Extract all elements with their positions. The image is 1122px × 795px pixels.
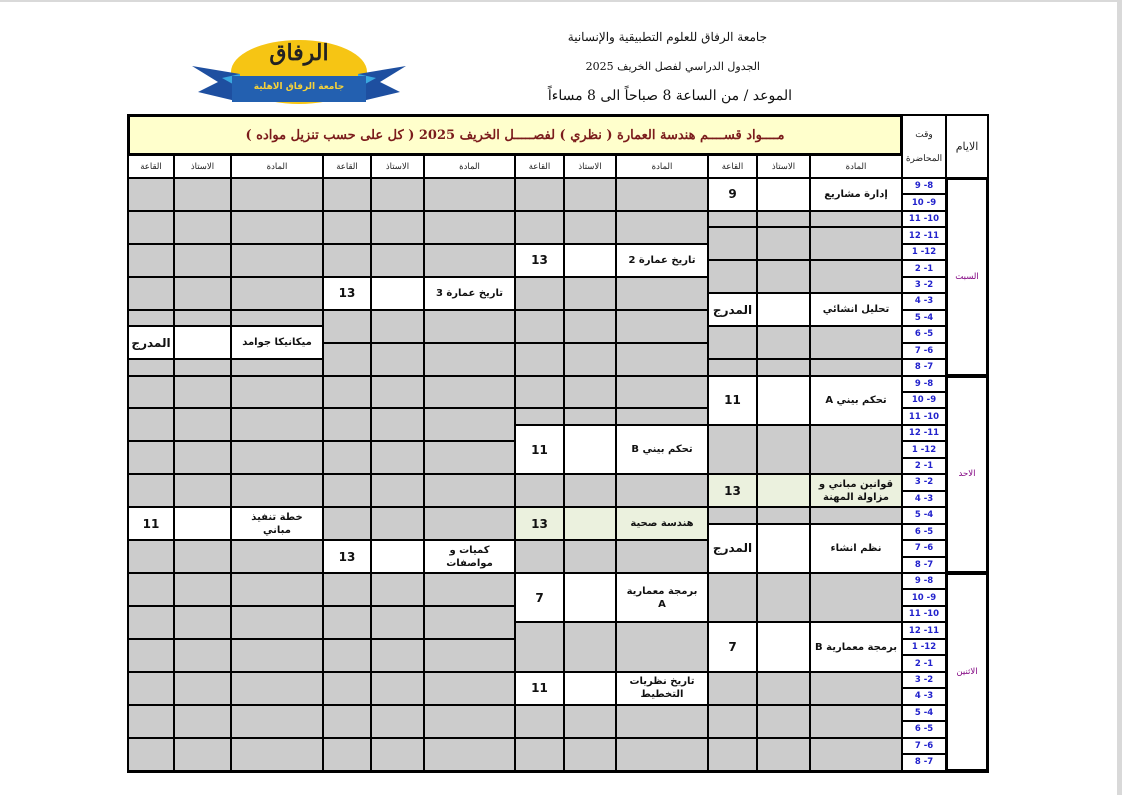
- empty-room-cell[interactable]: [128, 573, 174, 606]
- professor-cell[interactable]: [757, 622, 810, 671]
- empty-room-cell[interactable]: [128, 705, 174, 738]
- time-slot: 4 -3: [902, 491, 946, 507]
- empty-professor-cell[interactable]: [371, 343, 424, 376]
- empty-subject-cell[interactable]: [231, 277, 323, 310]
- empty-subject-cell[interactable]: [231, 540, 323, 573]
- empty-room-cell[interactable]: [323, 178, 371, 211]
- empty-professor-cell[interactable]: [174, 639, 231, 672]
- header-subject: المادة: [810, 155, 902, 178]
- time-slot: 4 -3: [902, 688, 946, 704]
- empty-subject-cell[interactable]: [424, 244, 515, 277]
- empty-professor-cell[interactable]: [564, 211, 616, 244]
- time-slot: 3 -2: [902, 277, 946, 293]
- empty-room-cell[interactable]: [323, 738, 371, 771]
- time-slot: 2 -1: [902, 458, 946, 474]
- time-slot: 6 -5: [902, 326, 946, 342]
- time-slot: 7 -6: [902, 738, 946, 754]
- empty-professor-cell[interactable]: [371, 474, 424, 507]
- subject-cell[interactable]: برمجة معمارية A: [616, 573, 708, 622]
- empty-room-cell[interactable]: [515, 310, 564, 343]
- empty-room-cell[interactable]: [128, 474, 174, 507]
- empty-subject-cell[interactable]: [231, 359, 323, 375]
- empty-subject-cell[interactable]: [616, 622, 708, 671]
- empty-room-cell[interactable]: [708, 705, 757, 738]
- professor-cell[interactable]: [564, 507, 616, 540]
- empty-subject-cell[interactable]: [231, 211, 323, 244]
- empty-subject-cell[interactable]: [810, 672, 902, 705]
- time-header-line2: المحاضرة: [905, 153, 943, 164]
- subject-cell[interactable]: ميكانيكا جوامد: [231, 326, 323, 359]
- empty-subject-cell[interactable]: [616, 178, 708, 211]
- empty-professor-cell[interactable]: [757, 227, 810, 260]
- empty-room-cell[interactable]: [323, 573, 371, 606]
- empty-room-cell[interactable]: [323, 441, 371, 474]
- subject-cell[interactable]: قوانين مباني و مزاولة المهنة: [810, 474, 902, 507]
- time-slot: 9 -8: [902, 573, 946, 589]
- empty-subject-cell[interactable]: [231, 639, 323, 672]
- empty-subject-cell[interactable]: [424, 474, 515, 507]
- empty-room-cell[interactable]: [708, 227, 757, 260]
- empty-room-cell[interactable]: [515, 277, 564, 310]
- empty-room-cell[interactable]: [323, 672, 371, 705]
- professor-cell[interactable]: [757, 524, 810, 573]
- empty-room-cell[interactable]: [128, 738, 174, 771]
- empty-professor-cell[interactable]: [757, 573, 810, 622]
- subject-cell[interactable]: تاريخ عمارة 2: [616, 244, 708, 277]
- subject-cell[interactable]: تحكم بيني A: [810, 376, 902, 425]
- empty-room-cell[interactable]: [515, 343, 564, 376]
- professor-cell[interactable]: [174, 326, 231, 359]
- empty-subject-cell[interactable]: [231, 441, 323, 474]
- empty-professor-cell[interactable]: [174, 376, 231, 409]
- empty-professor-cell[interactable]: [564, 178, 616, 211]
- empty-room-cell[interactable]: [515, 474, 564, 507]
- empty-professor-cell[interactable]: [757, 211, 810, 227]
- empty-professor-cell[interactable]: [371, 672, 424, 705]
- empty-room-cell[interactable]: [323, 244, 371, 277]
- empty-subject-cell[interactable]: [616, 738, 708, 771]
- time-slot: 3 -2: [902, 672, 946, 688]
- empty-subject-cell[interactable]: [810, 573, 902, 622]
- empty-room-cell[interactable]: [128, 441, 174, 474]
- empty-room-cell[interactable]: [323, 606, 371, 639]
- empty-subject-cell[interactable]: [424, 672, 515, 705]
- professor-cell[interactable]: [564, 244, 616, 277]
- empty-room-cell[interactable]: [323, 211, 371, 244]
- time-slot: 9 -8: [902, 376, 946, 392]
- empty-room-cell[interactable]: [128, 178, 174, 211]
- days-column-header: الايام: [946, 115, 988, 178]
- empty-subject-cell[interactable]: [231, 408, 323, 441]
- empty-subject-cell[interactable]: [231, 573, 323, 606]
- empty-professor-cell[interactable]: [174, 310, 231, 326]
- subject-cell[interactable]: إدارة مشاريع: [810, 178, 902, 211]
- empty-room-cell[interactable]: [128, 376, 174, 409]
- professor-cell[interactable]: [371, 277, 424, 310]
- empty-professor-cell[interactable]: [371, 310, 424, 343]
- professor-cell[interactable]: [757, 293, 810, 326]
- room-cell[interactable]: 11: [708, 376, 757, 425]
- time-slot: 10 -9: [902, 589, 946, 605]
- empty-professor-cell[interactable]: [174, 672, 231, 705]
- time-slot: 2 -1: [902, 655, 946, 671]
- time-slot: 6 -5: [902, 524, 946, 540]
- empty-room-cell[interactable]: [708, 672, 757, 705]
- empty-subject-cell[interactable]: [231, 672, 323, 705]
- empty-room-cell[interactable]: [515, 540, 564, 573]
- time-slot: 5 -4: [902, 507, 946, 523]
- empty-room-cell[interactable]: [708, 326, 757, 359]
- empty-room-cell[interactable]: [708, 359, 757, 375]
- empty-professor-cell[interactable]: [174, 359, 231, 375]
- time-slot: 3 -2: [902, 474, 946, 490]
- empty-room-cell[interactable]: [515, 211, 564, 244]
- time-slot: 12 -11: [902, 227, 946, 243]
- empty-room-cell[interactable]: [515, 178, 564, 211]
- empty-subject-cell[interactable]: [424, 211, 515, 244]
- empty-professor-cell[interactable]: [371, 441, 424, 474]
- subject-cell[interactable]: تحكم بيني B: [616, 425, 708, 474]
- empty-subject-cell[interactable]: [810, 359, 902, 375]
- empty-room-cell[interactable]: [323, 376, 371, 409]
- schedule-title: الجدول الدراسي لفصل الخريف 2025: [585, 60, 760, 73]
- time-slot: 7 -6: [902, 540, 946, 556]
- empty-subject-cell[interactable]: [231, 178, 323, 211]
- empty-room-cell[interactable]: [128, 244, 174, 277]
- empty-subject-cell[interactable]: [424, 343, 515, 376]
- professor-cell[interactable]: [174, 507, 231, 540]
- empty-professor-cell[interactable]: [174, 705, 231, 738]
- empty-professor-cell[interactable]: [174, 178, 231, 211]
- header-subject: المادة: [231, 155, 323, 178]
- empty-subject-cell[interactable]: [616, 211, 708, 244]
- empty-professor-cell[interactable]: [371, 606, 424, 639]
- subject-cell[interactable]: خطة تنفيذ مباني: [231, 507, 323, 540]
- subject-cell[interactable]: تاريخ عمارة 3: [424, 277, 515, 310]
- empty-professor-cell[interactable]: [174, 738, 231, 771]
- time-slot: 4 -3: [902, 293, 946, 309]
- professor-cell[interactable]: [371, 540, 424, 573]
- empty-professor-cell[interactable]: [371, 376, 424, 409]
- time-slot: 11 -10: [902, 408, 946, 424]
- subject-cell[interactable]: تحليل انشائي: [810, 293, 902, 326]
- subject-cell[interactable]: تاريخ نظريات التخطيط: [616, 672, 708, 705]
- empty-professor-cell[interactable]: [757, 507, 810, 523]
- logo-text: الرفاق: [269, 40, 329, 66]
- empty-room-cell[interactable]: [515, 622, 564, 671]
- empty-subject-cell[interactable]: [424, 738, 515, 771]
- empty-professor-cell[interactable]: [564, 376, 616, 409]
- empty-professor-cell[interactable]: [174, 277, 231, 310]
- time-slot: 1 -12: [902, 639, 946, 655]
- empty-subject-cell[interactable]: [810, 507, 902, 523]
- room-cell[interactable]: 13: [323, 540, 371, 573]
- empty-subject-cell[interactable]: [424, 441, 515, 474]
- empty-professor-cell[interactable]: [564, 277, 616, 310]
- subject-cell[interactable]: هندسة صحية: [616, 507, 708, 540]
- day-label-1: السبت: [946, 178, 988, 376]
- empty-professor-cell[interactable]: [174, 211, 231, 244]
- professor-cell[interactable]: [564, 573, 616, 622]
- room-cell[interactable]: 9: [708, 178, 757, 211]
- header-subject: المادة: [616, 155, 708, 178]
- empty-subject-cell[interactable]: [616, 408, 708, 424]
- professor-cell[interactable]: [564, 672, 616, 705]
- empty-subject-cell[interactable]: [616, 540, 708, 573]
- empty-subject-cell[interactable]: [231, 244, 323, 277]
- empty-subject-cell[interactable]: [424, 376, 515, 409]
- header-subject: المادة: [424, 155, 515, 178]
- empty-professor-cell[interactable]: [371, 178, 424, 211]
- empty-professor-cell[interactable]: [371, 408, 424, 441]
- empty-professor-cell[interactable]: [564, 474, 616, 507]
- empty-professor-cell[interactable]: [757, 672, 810, 705]
- empty-professor-cell[interactable]: [371, 738, 424, 771]
- subject-cell[interactable]: نظم انشاء: [810, 524, 902, 573]
- empty-subject-cell[interactable]: [231, 376, 323, 409]
- time-slot: 2 -1: [902, 260, 946, 276]
- room-cell[interactable]: 7: [515, 573, 564, 622]
- timing-note: الموعد / من الساعة 8 صباحاً الى 8 مساءاً: [547, 88, 792, 104]
- empty-room-cell[interactable]: [128, 359, 174, 375]
- time-slot: 8 -7: [902, 359, 946, 375]
- empty-room-cell[interactable]: [515, 705, 564, 738]
- subject-cell[interactable]: كميات و مواصفات: [424, 540, 515, 573]
- empty-professor-cell[interactable]: [757, 705, 810, 738]
- empty-subject-cell[interactable]: [231, 474, 323, 507]
- room-cell[interactable]: 11: [128, 507, 174, 540]
- empty-professor-cell[interactable]: [371, 639, 424, 672]
- empty-subject-cell[interactable]: [810, 425, 902, 474]
- professor-cell[interactable]: [757, 178, 810, 211]
- time-slot: 12 -11: [902, 425, 946, 441]
- time-slot: 1 -12: [902, 244, 946, 260]
- time-slot: 1 -12: [902, 441, 946, 457]
- empty-subject-cell[interactable]: [231, 705, 323, 738]
- table-title: مــــواد قســــم هندسة العمارة ( نظري ) لفصـــــل الخريف 2025 ( كل على حسب تنزيل مواده ): [128, 115, 902, 155]
- day-label-3: الاثنين: [946, 573, 988, 771]
- header-room: القاعة: [128, 155, 174, 178]
- empty-professor-cell[interactable]: [757, 738, 810, 771]
- empty-professor-cell[interactable]: [564, 540, 616, 573]
- empty-room-cell[interactable]: [128, 211, 174, 244]
- room-cell[interactable]: 11: [515, 672, 564, 705]
- time-column-header: [902, 115, 946, 178]
- empty-professor-cell[interactable]: [757, 326, 810, 359]
- empty-room-cell[interactable]: [128, 639, 174, 672]
- empty-room-cell[interactable]: [128, 310, 174, 326]
- professor-cell[interactable]: [564, 425, 616, 474]
- subject-cell[interactable]: برمجة معمارية B: [810, 622, 902, 671]
- day-label-2: الاحد: [946, 376, 988, 574]
- empty-professor-cell[interactable]: [371, 244, 424, 277]
- empty-professor-cell[interactable]: [564, 310, 616, 343]
- empty-subject-cell[interactable]: [424, 606, 515, 639]
- time-header-line1: وقت: [915, 129, 933, 140]
- empty-subject-cell[interactable]: [424, 408, 515, 441]
- university-name: جامعة الرفاق للعلوم التطبيقية والإنسانية: [567, 30, 767, 44]
- header-professor: الاستاذ: [174, 155, 231, 178]
- empty-room-cell[interactable]: [323, 408, 371, 441]
- empty-subject-cell[interactable]: [616, 474, 708, 507]
- empty-professor-cell[interactable]: [564, 343, 616, 376]
- time-slot: 5 -4: [902, 310, 946, 326]
- time-slot: 8 -7: [902, 754, 946, 770]
- time-slot: 11 -10: [902, 211, 946, 227]
- room-cell[interactable]: 13: [515, 507, 564, 540]
- empty-room-cell[interactable]: [323, 310, 371, 343]
- time-slot: 9 -8: [902, 178, 946, 194]
- header-room: القاعة: [323, 155, 371, 178]
- empty-room-cell[interactable]: [708, 260, 757, 293]
- empty-professor-cell[interactable]: [174, 441, 231, 474]
- time-slot: 8 -7: [902, 557, 946, 573]
- room-cell[interactable]: المدرج: [708, 524, 757, 573]
- empty-professor-cell[interactable]: [371, 705, 424, 738]
- empty-professor-cell[interactable]: [174, 474, 231, 507]
- empty-subject-cell[interactable]: [810, 738, 902, 771]
- room-cell[interactable]: 11: [515, 425, 564, 474]
- empty-professor-cell[interactable]: [174, 408, 231, 441]
- empty-subject-cell[interactable]: [616, 310, 708, 343]
- empty-room-cell[interactable]: [323, 639, 371, 672]
- empty-subject-cell[interactable]: [231, 606, 323, 639]
- room-cell[interactable]: 13: [708, 474, 757, 507]
- empty-professor-cell[interactable]: [757, 260, 810, 293]
- time-slot: 11 -10: [902, 606, 946, 622]
- header-professor: الاستاذ: [564, 155, 616, 178]
- empty-room-cell[interactable]: [708, 425, 757, 474]
- header-professor: الاستاذ: [371, 155, 424, 178]
- empty-professor-cell[interactable]: [564, 622, 616, 671]
- time-slot: 12 -11: [902, 622, 946, 638]
- empty-room-cell[interactable]: [128, 672, 174, 705]
- empty-subject-cell[interactable]: [424, 705, 515, 738]
- empty-subject-cell[interactable]: [616, 705, 708, 738]
- empty-professor-cell[interactable]: [174, 540, 231, 573]
- empty-subject-cell[interactable]: [424, 573, 515, 606]
- empty-subject-cell[interactable]: [810, 705, 902, 738]
- empty-room-cell[interactable]: [128, 540, 174, 573]
- room-cell[interactable]: المدرج: [128, 326, 174, 359]
- empty-room-cell[interactable]: [515, 408, 564, 424]
- room-cell[interactable]: 13: [515, 244, 564, 277]
- empty-subject-cell[interactable]: [810, 326, 902, 359]
- empty-professor-cell[interactable]: [564, 408, 616, 424]
- empty-room-cell[interactable]: [128, 606, 174, 639]
- empty-subject-cell[interactable]: [424, 178, 515, 211]
- time-slot: 6 -5: [902, 721, 946, 737]
- empty-subject-cell[interactable]: [616, 376, 708, 409]
- professor-cell[interactable]: [757, 474, 810, 507]
- empty-room-cell[interactable]: [708, 211, 757, 227]
- empty-subject-cell[interactable]: [424, 507, 515, 540]
- empty-professor-cell[interactable]: [371, 573, 424, 606]
- time-slot: 10 -9: [902, 194, 946, 210]
- empty-room-cell[interactable]: [708, 573, 757, 622]
- empty-subject-cell[interactable]: [424, 639, 515, 672]
- time-slot: 5 -4: [902, 705, 946, 721]
- logo-banner-text: جامعة الرفاق الاهلية: [253, 82, 345, 92]
- empty-professor-cell[interactable]: [564, 705, 616, 738]
- empty-subject-cell[interactable]: [616, 277, 708, 310]
- header-room: القاعة: [708, 155, 757, 178]
- empty-professor-cell[interactable]: [564, 738, 616, 771]
- empty-room-cell[interactable]: [515, 738, 564, 771]
- empty-room-cell[interactable]: [323, 507, 371, 540]
- empty-room-cell[interactable]: [708, 507, 757, 523]
- header-room: القاعة: [515, 155, 564, 178]
- empty-subject-cell[interactable]: [231, 310, 323, 326]
- empty-subject-cell[interactable]: [810, 211, 902, 227]
- room-cell[interactable]: 13: [323, 277, 371, 310]
- empty-professor-cell[interactable]: [174, 244, 231, 277]
- time-slot: 7 -6: [902, 343, 946, 359]
- empty-professor-cell[interactable]: [757, 425, 810, 474]
- university-logo: [192, 38, 406, 104]
- empty-subject-cell[interactable]: [810, 260, 902, 293]
- empty-professor-cell[interactable]: [371, 507, 424, 540]
- empty-room-cell[interactable]: [128, 408, 174, 441]
- empty-room-cell[interactable]: [515, 376, 564, 409]
- empty-professor-cell[interactable]: [371, 211, 424, 244]
- time-slot: 10 -9: [902, 392, 946, 408]
- empty-room-cell[interactable]: [708, 738, 757, 771]
- empty-subject-cell[interactable]: [424, 310, 515, 343]
- empty-subject-cell[interactable]: [810, 227, 902, 260]
- empty-room-cell[interactable]: [128, 277, 174, 310]
- empty-room-cell[interactable]: [323, 705, 371, 738]
- professor-cell[interactable]: [757, 376, 810, 425]
- empty-professor-cell[interactable]: [757, 359, 810, 375]
- room-cell[interactable]: المدرج: [708, 293, 757, 326]
- empty-professor-cell[interactable]: [174, 606, 231, 639]
- empty-subject-cell[interactable]: [231, 738, 323, 771]
- empty-room-cell[interactable]: [323, 474, 371, 507]
- empty-subject-cell[interactable]: [616, 343, 708, 376]
- header-professor: الاستاذ: [757, 155, 810, 178]
- empty-room-cell[interactable]: [323, 343, 371, 376]
- empty-professor-cell[interactable]: [174, 573, 231, 606]
- room-cell[interactable]: 7: [708, 622, 757, 671]
